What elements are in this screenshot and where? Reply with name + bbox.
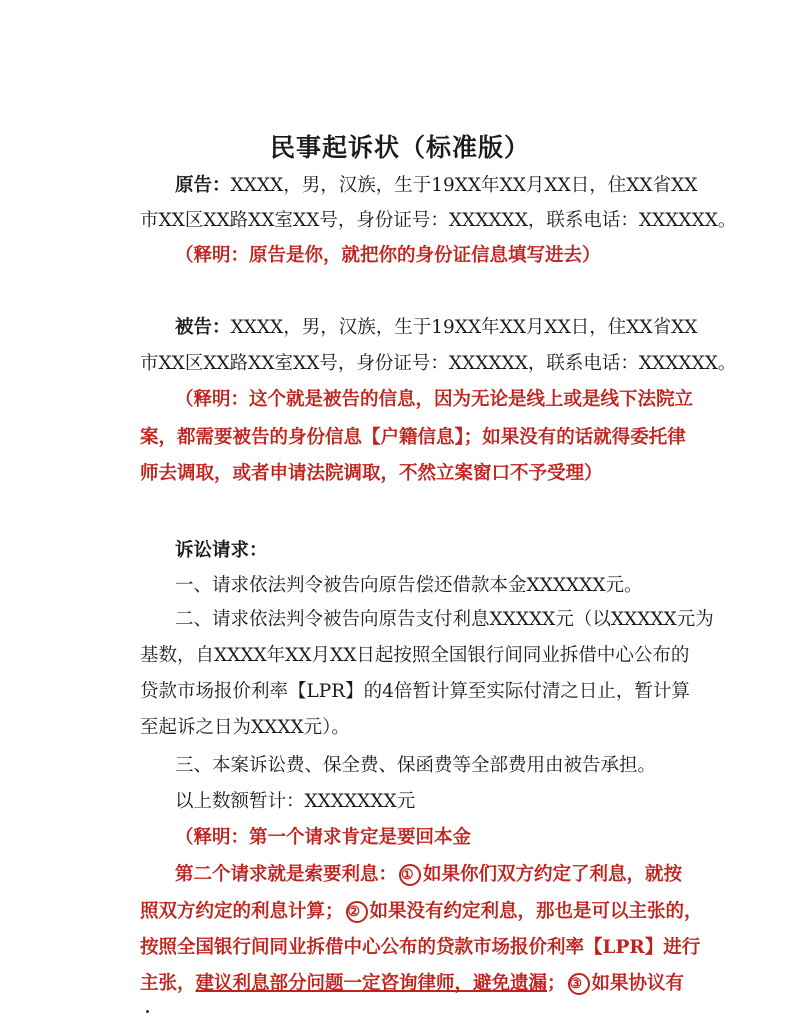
circled-3: ③ [568, 973, 590, 995]
document-title: 民事起诉状（标准版） [269, 133, 530, 162]
explain-line-1: （释明：第一个请求肯定是要回本金 [175, 827, 472, 848]
explain-line-5a: 主张， [140, 973, 196, 994]
explain-line-4: 按照全国银行间同业拆借中心公布的贷款市场报价利率【LPR】进行 [140, 937, 701, 958]
claim-item-2-line-1: 二、请求依法判令被告向原告支付利息XXXXX元（以XXXXX元为 [175, 609, 714, 630]
defendant-label: 被告： [175, 317, 231, 338]
circled-2: ② [346, 901, 368, 923]
claims-heading: 诉讼请求： [175, 540, 268, 561]
explain-line-3b: 如果没有约定利息，那也是可以主张的， [369, 901, 703, 922]
plaintiff-label: 原告： [175, 175, 231, 196]
plaintiff-info-1: XXXX，男，汉族，生于19XX年XX月XX日，住XX省XX [230, 175, 698, 196]
explain-underlined-advice: 建议利息部分问题一定咨询律师，避免遗漏 [195, 973, 548, 994]
plaintiff-line-2: 市XX区XX路XX室XX号，身份证号：XXXXXX，联系电话：XXXXXX。 [140, 210, 737, 231]
claim-item-2-line-3: 贷款市场报价利率【LPR】的4倍暂计算至实际付清之日止，暂计算 [140, 681, 690, 702]
explain-line-5d: 如果协议有 [591, 973, 685, 994]
explain-line-5 [140, 970, 685, 998]
explain-line-3a: 照双方约定的利息计算； [140, 901, 344, 922]
explain-line-5c: ； [547, 973, 566, 994]
claim-item-2-line-4: 至起诉之日为XXXX元）。 [140, 717, 350, 738]
defendant-info-1: XXXX，男，汉族，生于19XX年XX月XX日，住XX省XX [230, 317, 698, 338]
page-speck [146, 1010, 149, 1013]
explain-line-2a: 第二个请求就是索要利息： [175, 864, 398, 885]
explain-line-2 [175, 861, 683, 889]
defendant-line-1 [175, 314, 698, 342]
defendant-line-2: 市XX区XX路XX室XX号，身份证号：XXXXXX，联系电话：XXXXXX。 [140, 353, 737, 374]
defendant-note-2: 案，都需要被告的身份信息【户籍信息】；如果没有的话就得委托律 [140, 427, 686, 448]
circled-1: ① [399, 864, 421, 886]
plaintiff-line-1 [175, 172, 698, 200]
claims-total: 以上数额暂计：XXXXXXX元 [175, 791, 416, 812]
plaintiff-note: （释明：原告是你，就把你的身份证信息填写进去） [175, 245, 601, 266]
claim-item-2-line-2: 基数，自XXXX年XX月XX日起按照全国银行间同业拆借中心公布的 [140, 645, 690, 666]
explain-line-3 [140, 898, 703, 926]
claim-item-3: 三、本案诉讼费、保全费、保函费等全部费用由被告承担。 [175, 755, 657, 776]
claim-item-1: 一、请求依法判令被告向原告偿还借款本金XXXXXX元。 [175, 575, 643, 596]
explain-line-2b: 如果你们双方约定了利息，就按 [423, 864, 683, 885]
defendant-note-3: 师去调取，或者申请法院调取，不然立案窗口不予受理） [140, 463, 603, 484]
defendant-note-1: （释明：这个就是被告的信息，因为无论是线上或是线下法院立 [175, 389, 694, 410]
